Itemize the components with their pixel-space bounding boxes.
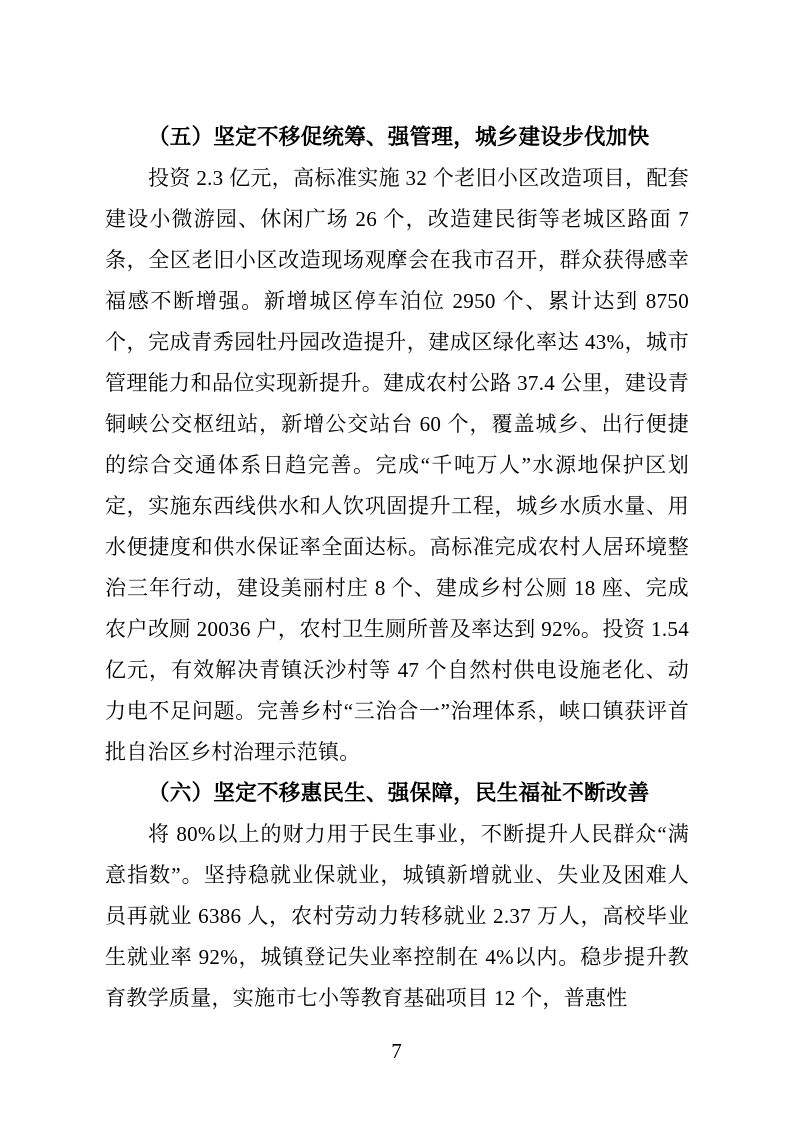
section-heading-6: （六）坚定不移惠民生、强保障，民生福祉不断改善 xyxy=(148,781,650,805)
page-number: 7 xyxy=(391,1039,402,1063)
document-content xyxy=(105,117,689,1019)
section-heading-5: （五）坚定不移促统筹、强管理，城乡建设步伐加快 xyxy=(148,125,650,149)
section-paragraph-6: 将 80%以上的财力用于民生事业，不断提升人民群众“满意指数”。坚持稳就业保就业，城镇新增就业、失业及困难人员再就业 6386 人，农村劳动力转移就业 2.37 万人，高校毕业生就业率 92%，城镇登记失业率控制在 4%以内。稳步提升教育教学质量，实施市七小等教育基础项目 12 个，普惠性 xyxy=(105,822,689,1010)
page-footer xyxy=(0,1036,793,1066)
section-paragraph-5: 投资 2.3 亿元，高标准实施 32 个老旧小区改造项目，配套建设小微游园、休闲广场 26 个，改造建民街等老城区路面 7 条，全区老旧小区改造现场观摩会在我市召开，群众获得感幸福感不断增强。新增城区停车泊位 2950 个、累计达到 8750 个，完成青秀园牡丹园改造提升，建成区绿化率达 43%，城市管理能力和品位实现新提升。建成农村公路 37.4 公里，建设青铜峡公交枢纽站，新增公交站台 60 个，覆盖城乡、出行便捷的综合交通体系日趋完善。完成“千吨万人”水源地保护区划定，实施东西线供水和人饮巩固提升工程，城乡水质水量、用水便捷度和供水保证率全面达标。高标准完成农村人居环境整治三年行动，建设美丽村庄 8 个、建成乡村公厕 18 座、完成农户改厕 20036 户，农村卫生厕所普及率达到 92%。投资 1.54 亿元，有效解决青镇沃沙村等 47 个自然村供电设施老化、动力电不足问题。完善乡村“三治合一”治理体系，峡口镇获评首批自治区乡村治理示范镇。 xyxy=(105,166,689,764)
